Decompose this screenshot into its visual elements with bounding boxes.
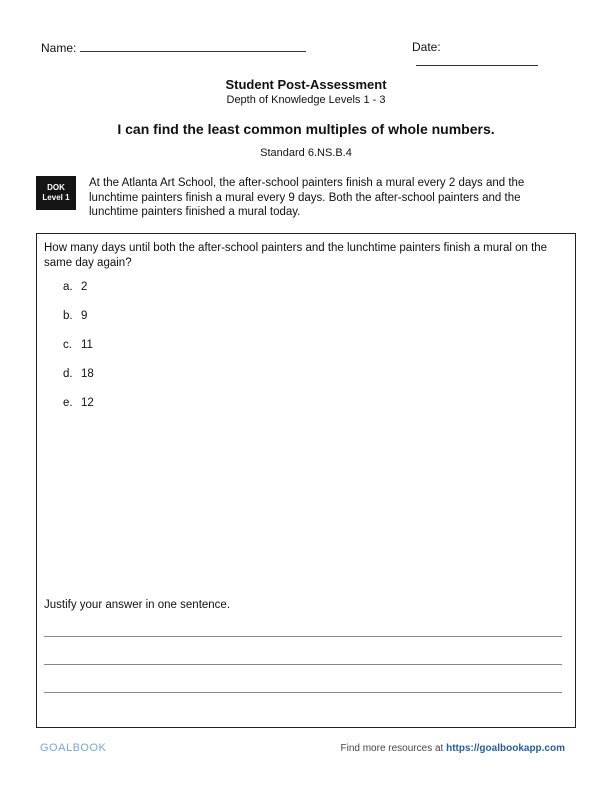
choice-value: 2 (81, 281, 88, 293)
choice-e[interactable] (63, 397, 94, 426)
choice-letter: c. (63, 339, 72, 351)
page-subtitle: Depth of Knowledge Levels 1 - 3 (226, 94, 386, 106)
answer-choices (63, 281, 94, 426)
question-box (36, 233, 576, 728)
goalbook-logo: GOALBOOK (40, 742, 107, 754)
date-blank-line[interactable] (416, 54, 538, 66)
question-text: How many days until both the after-school painters and the lunchtime painters finish a mural on the same day again? (44, 242, 548, 269)
choice-value: 11 (81, 339, 93, 351)
standard-code: Standard 6.NS.B.4 (260, 147, 352, 159)
date-label: Date: (412, 40, 441, 54)
choice-b[interactable] (63, 310, 94, 339)
justify-prompt: Justify your answer in one sentence. (44, 599, 231, 611)
dok-level-badge (36, 176, 76, 210)
name-field-group (41, 40, 306, 55)
page-title: Student Post-Assessment (225, 77, 387, 92)
footer-resources (341, 743, 566, 754)
header-row (41, 40, 566, 56)
answer-line-2[interactable] (44, 664, 562, 665)
dok-badge-line1: DOK (47, 183, 65, 192)
choice-a[interactable] (63, 281, 94, 310)
dok-badge-line2: Level 1 (42, 193, 70, 202)
choice-value: 18 (81, 368, 94, 380)
scenario-text: At the Atlanta Art School, the after-school painters finish a mural every 2 days and the lunchtime painters finish a mural every 9 days. Both the after-school painters and the lunchtime painters finished a mural today. (89, 177, 525, 218)
choice-letter: e. (63, 397, 73, 409)
choice-c[interactable] (63, 339, 94, 368)
goalbook-link[interactable]: https://goalbookapp.com (446, 743, 565, 754)
answer-line-1[interactable] (44, 636, 562, 637)
choice-letter: a. (63, 281, 73, 293)
date-field-group (412, 40, 566, 69)
footer-resources-text: Find more resources at (340, 743, 444, 754)
choice-letter: d. (63, 368, 73, 380)
choice-value: 12 (81, 397, 94, 409)
name-blank-line[interactable] (80, 40, 306, 52)
answer-line-3[interactable] (44, 692, 562, 693)
choice-value: 9 (81, 310, 88, 322)
learning-objective: I can find the least common multiples of whole numbers. (117, 121, 495, 137)
choice-d[interactable] (63, 368, 94, 397)
choice-letter: b. (63, 310, 73, 322)
name-label: Name: (41, 41, 77, 55)
